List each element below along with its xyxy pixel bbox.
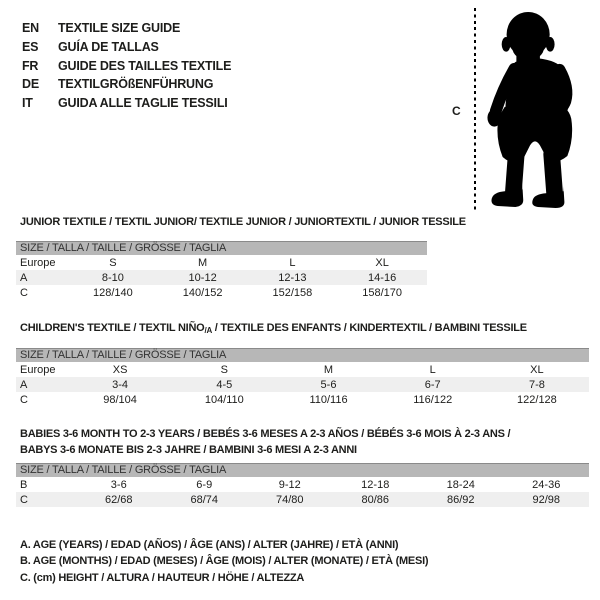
footnotes — [20, 537, 428, 586]
row-label: A — [20, 271, 28, 284]
table-cell: 98/104 — [103, 393, 137, 406]
language-label: TEXTILGRÖßENFÜHRUNG — [58, 77, 214, 92]
table-cell: 74/80 — [275, 493, 304, 506]
table-cell: 9-12 — [278, 478, 301, 491]
language-row — [22, 38, 231, 57]
table-row — [16, 492, 589, 507]
table-cell: M — [198, 256, 208, 269]
table-row — [16, 255, 427, 270]
row-label: C — [20, 493, 28, 506]
table-cell: 18-24 — [446, 478, 475, 491]
table-cell: 104/110 — [204, 393, 244, 406]
table-cell: 6-7 — [424, 378, 441, 391]
table-cell: 80/86 — [361, 493, 390, 506]
row-label: B — [20, 478, 28, 491]
table-row — [16, 270, 427, 285]
table-cell: 68/74 — [190, 493, 219, 506]
table-cell: L — [289, 256, 296, 269]
height-measure-dashed-line — [474, 8, 476, 211]
language-list — [22, 19, 231, 112]
row-label: A — [20, 378, 28, 391]
junior-table-title: JUNIOR TEXTILE / TEXTIL JUNIOR/ TEXTILE JUNIOR / JUNIORTEXTIL / JUNIOR TESSILE — [20, 216, 466, 228]
table-cell: 116/122 — [413, 393, 453, 406]
language-row — [22, 75, 231, 94]
height-measure-label: C — [452, 104, 461, 118]
table-cell: 152/158 — [272, 286, 313, 299]
table-cell: 8-10 — [101, 271, 124, 284]
table-cell: M — [323, 363, 334, 376]
footnote: A. AGE (YEARS) / EDAD (AÑOS) / ÂGE (ANS) / ALTER (JAHRE) / ETÀ (ANNI) — [20, 539, 399, 551]
table-cell: 158/170 — [362, 286, 402, 299]
junior-size-table — [16, 241, 427, 300]
table-cell: 140/152 — [182, 286, 223, 299]
footnote: C. (cm) HEIGHT / ALTURA / HAUTEUR / HÖHE / ALTEZZA — [20, 571, 305, 584]
row-label: Europe — [20, 256, 56, 269]
table-cell: S — [220, 363, 228, 376]
table-row — [16, 285, 427, 300]
table-cell: 3-6 — [110, 478, 127, 491]
language-code: FR — [22, 58, 39, 73]
children-title-subscript: /A — [204, 326, 212, 335]
children-size-table — [16, 348, 589, 407]
table-cell: 10-12 — [188, 271, 217, 284]
row-label: C — [20, 286, 28, 299]
language-label: TEXTILE SIZE GUIDE — [58, 21, 181, 36]
language-code: DE — [22, 77, 39, 92]
table-cell: 92/98 — [532, 493, 561, 506]
children-table-title — [20, 320, 527, 339]
table-cell: 7-8 — [528, 378, 545, 391]
table-row — [16, 392, 589, 407]
table-cell: 128/140 — [92, 286, 133, 299]
language-code: ES — [22, 40, 39, 55]
table-cell: 110/116 — [309, 393, 348, 406]
table-cell: 24-36 — [532, 478, 561, 491]
size-header-bar: SIZE / TALLA / TAILLE / GRÖSSE / TAGLIA — [16, 348, 589, 362]
table-cell: 86/92 — [446, 493, 475, 506]
table-cell: XS — [112, 363, 128, 376]
table-row — [16, 362, 589, 377]
table-cell: S — [109, 256, 117, 269]
table-cell: 62/68 — [104, 493, 133, 506]
table-cell: XL — [375, 256, 389, 269]
babies-title-line1: BABIES 3-6 MONTH TO 2-3 YEARS / BEBÉS 3-6 MESES A 2-3 AÑOS / BÉBÉS 3-6 MOIS À 2-3 ANS / — [20, 428, 511, 440]
table-row — [16, 477, 589, 492]
row-label: Europe — [20, 363, 56, 376]
table-cell: 6-9 — [196, 478, 213, 491]
table-row — [16, 377, 589, 392]
babies-title-line2: BABYS 3-6 MONATE BIS 2-3 JAHRE / BAMBINI 3-6 MESI A 2-3 ANNI — [20, 444, 357, 456]
language-label: GUÍA DE TALLAS — [58, 40, 159, 55]
language-label: GUIDE DES TAILLES TEXTILE — [58, 58, 232, 73]
language-row — [22, 94, 231, 113]
language-row — [22, 56, 231, 75]
table-cell: 3-4 — [112, 378, 129, 391]
table-cell: 122/128 — [517, 393, 557, 406]
children-title-text: / TEXTILE DES ENFANTS / KINDERTEXTIL / BAMBINI TESSILE — [211, 322, 527, 334]
table-cell: 14-16 — [368, 271, 397, 284]
toddler-silhouette-icon — [486, 5, 584, 211]
language-code: EN — [22, 21, 39, 36]
table-cell: 5-6 — [320, 378, 337, 391]
table-cell: L — [429, 363, 436, 376]
size-header-bar: SIZE / TALLA / TAILLE / GRÖSSE / TAGLIA — [16, 241, 427, 255]
babies-table-title — [20, 426, 510, 458]
children-title-text: CHILDREN'S TEXTILE / TEXTIL NIÑO — [20, 322, 205, 334]
size-header-bar: SIZE / TALLA / TAILLE / GRÖSSE / TAGLIA — [16, 463, 589, 477]
language-row — [22, 19, 231, 38]
language-label: GUIDA ALLE TAGLIE TESSILI — [58, 96, 228, 111]
table-cell: 4-5 — [216, 378, 233, 391]
table-cell: XL — [530, 363, 544, 376]
babies-size-table — [16, 463, 589, 507]
footnote: B. AGE (MONTHS) / EDAD (MESES) / ÂGE (MOIS) / ALTER (MONATE) / ETÀ (MESI) — [20, 555, 429, 568]
table-cell: 12-18 — [361, 478, 390, 491]
table-cell: 12-13 — [278, 271, 307, 284]
row-label: C — [20, 393, 28, 406]
language-code: IT — [22, 96, 33, 111]
